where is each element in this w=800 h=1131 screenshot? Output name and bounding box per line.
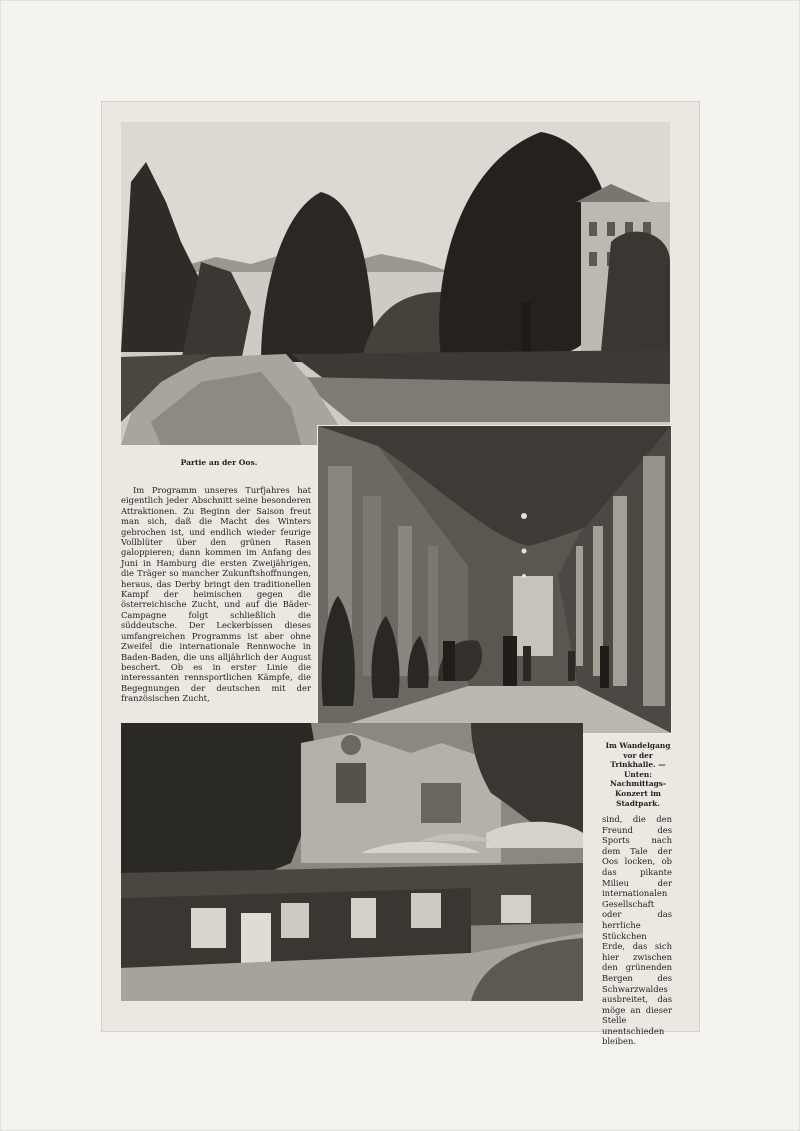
article-text: Im Programm unseres Turfjahres hat eigentlich jeder Abschnitt seine besonderen Attraktionen. Zu Beginn der Saison freut man sich, daß die Macht des Winters gebrochen ist, und endlich wieder feurige Vollblüter über den grünen Rasen galoppieren; dann kommen im Anfang des Juni in Hamburg die ersten Zweijährigen, die Träger so mancher Zukunftshoffnungen, heraus, das Derby bringt den traditionellen Kampf der heimischen gegen die österreichische Zucht, und auf die Bäder-Campagne folgt schließlich die süddeutsche. Der Leckerbissen dieses umfangreichen Programms ist aber ohne Zweifel die internationale Rennwoche in Baden-Baden, die uns alljährlich der August beschert. Ob es in erster Linie die interessanten rennsportlichen Kämpfe, die Begegnungen der deutschen mit der französischen Zucht, (121, 485, 311, 704)
photo-wandelgang (317, 425, 672, 734)
photo-concert-stadtpark (121, 723, 583, 1001)
caption-wandelgang: Im Wandelgang vor der Trinkhalle. — Unten: Nachmittags-Konzert im Stadtpark. (605, 741, 671, 808)
continuation-text: sind, die den Freund des Sports nach dem Tale der Oos locken, ob das pikante Milieu der internationalen Gesellschaft oder das herrliche Stückchen Erde, das sich hier zwischen den grünenden Bergen des Schwarzwaldes ausbreitet, das möge an dieser Stelle unentschieden bleiben. (602, 814, 672, 1047)
print-sheet (101, 101, 700, 1047)
caption-oos: Partie an der Oos. (180, 458, 258, 467)
photo-oos-river (121, 122, 670, 445)
